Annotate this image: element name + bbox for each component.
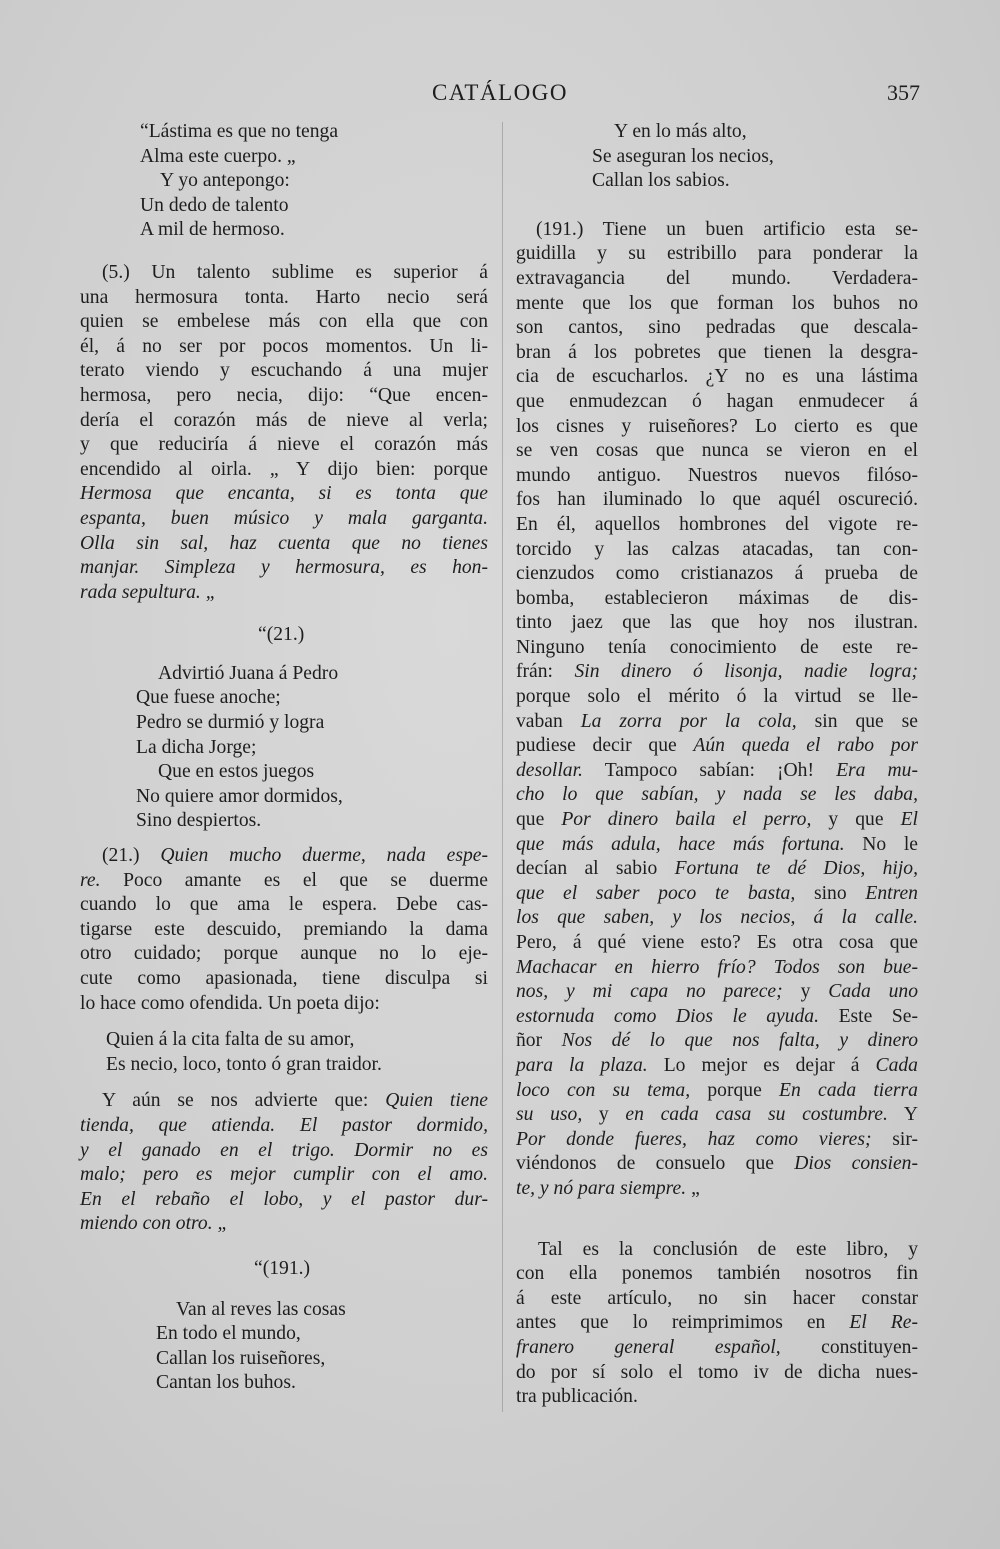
text-line <box>80 1163 488 1188</box>
running-title: CATÁLOGO <box>432 80 568 105</box>
book-title: El Re- <box>849 1312 918 1334</box>
text-line <box>80 1212 488 1237</box>
text-line: fos han iluminado lo que aquél oscureció. <box>516 489 918 511</box>
left-column <box>80 120 488 1396</box>
proverb: Era mu- <box>836 759 919 781</box>
proverb: Nos dé lo que nos falta, y dinero <box>561 1030 918 1052</box>
proverb: en cada casa su costumbre. <box>625 1104 888 1126</box>
verse-line: “Lástima es que no tenga <box>140 121 339 142</box>
text-span: y <box>598 1104 609 1126</box>
text-line: cuando lo que ama le espera. Debe cas- <box>80 894 488 916</box>
text-line <box>516 710 918 735</box>
verse-line: A mil de hermoso. <box>140 219 285 241</box>
text-line <box>516 783 918 808</box>
proverb: Dios consien- <box>794 1153 918 1175</box>
text-line: extravagancia del mundo. Verdadera- <box>516 267 918 289</box>
verse-line: Es necio, loco, tonto ó gran traidor. <box>106 1053 382 1075</box>
text-span: Y <box>903 1104 918 1126</box>
text-line: que enmudezcan ó hagan enmudecer á <box>516 390 918 412</box>
text-line: porque solo el mérito ó la virtud se lle- <box>516 686 918 708</box>
text-line: do por sí solo el tomo iv de dicha nues- <box>516 1361 918 1383</box>
text-line: dería el corazón más de nieve al verla; <box>80 409 488 431</box>
verse-reves <box>80 1257 488 1396</box>
text-line <box>80 869 488 894</box>
text-line: torcido y las calzas atacadas, tan con- <box>516 538 918 560</box>
text-line <box>80 1139 488 1164</box>
verse-line: Quien á la cita falta de su amor, <box>106 1029 355 1051</box>
text-line: son cantos, sino pedradas que descala- <box>516 317 918 339</box>
text-line <box>516 1029 918 1054</box>
text-span: y que <box>828 809 884 831</box>
text-line <box>516 808 918 833</box>
text-line: terato viendo y escuchando á una mujer <box>80 360 488 382</box>
text-line <box>80 1089 488 1114</box>
paragraph-seguidilla <box>516 218 918 1202</box>
text-line: Pero, á qué viene esto? Es otra cosa que <box>516 932 918 953</box>
text-line: En él, aquellos hombrones del vigote re- <box>516 513 918 535</box>
text-span: Poco amante es el que se duerme <box>123 869 488 891</box>
text-line: tra publicación. <box>516 1386 638 1408</box>
text-span: No le <box>862 833 918 855</box>
proverb: Fortuna te dé Dios, hijo, <box>674 858 919 880</box>
text-line <box>516 1128 918 1153</box>
text-span: que <box>516 809 545 831</box>
text-span: ñor <box>516 1030 543 1052</box>
paragraph-duerme <box>80 844 488 1016</box>
text-line: guidilla y su estribillo para ponderar la <box>516 243 918 265</box>
text-line: se ven cosas que nunca se vieron en el <box>516 440 918 462</box>
text-line: bomba, establecieron máximas de dis- <box>516 587 918 609</box>
proverb: La zorra por la cola, <box>580 710 797 732</box>
text-span: frán: <box>516 661 553 683</box>
text-span: constituyen- <box>821 1336 918 1358</box>
text-line: encendido al oirla. „ Y dijo bien: porque <box>80 458 488 480</box>
text-line <box>516 833 918 858</box>
text-line <box>516 1336 918 1361</box>
verse-line: Se aseguran los necios, <box>592 145 774 167</box>
text-span: porque <box>707 1079 762 1101</box>
verse-line: En todo el mundo, <box>156 1323 301 1345</box>
proverb: Sin dinero ó lisonja, nadie logra; <box>574 661 918 683</box>
text-line: cia de escucharlos. ¿Y no es una lástima <box>516 366 918 388</box>
text-span: vaban <box>516 710 563 732</box>
proverb: los que saben, y los necios, á la calle. <box>516 907 918 929</box>
text-line <box>516 759 918 784</box>
proverb: nos, y mi capa no parece; <box>516 981 783 1003</box>
text-line <box>516 1079 918 1104</box>
text-span: Este Se- <box>838 1005 918 1027</box>
text-span: pudiese decir que <box>516 735 677 757</box>
proverb: que el saber poco te basta, <box>516 882 796 904</box>
verse-line: Callan los ruiseñores, <box>156 1347 326 1369</box>
text-line: mente que los que forman los buhos no <box>516 292 918 314</box>
text-line <box>516 660 918 685</box>
text-line <box>516 956 918 981</box>
couplet-cita <box>80 1028 488 1077</box>
column-divider <box>502 122 503 1412</box>
text-line: mundo antiguo. Nuestros nuevos filóso- <box>516 464 918 486</box>
text-line <box>80 556 488 581</box>
proverb: Entren <box>865 882 918 904</box>
text-line <box>516 882 918 907</box>
text-line: cienzudos como cristianazos á prueba de <box>516 563 918 585</box>
text-span: sir- <box>892 1128 918 1150</box>
text-line: (191.) Tiene un buen artificio esta se- <box>536 218 918 240</box>
text-line <box>516 1311 918 1336</box>
text-line <box>80 482 488 507</box>
proverb: para la plaza. <box>516 1054 648 1076</box>
page-header <box>0 78 1000 110</box>
verse-line: Sino despiertos. <box>136 810 262 832</box>
text-line: bran á los pobretes que tienen la desgra- <box>516 341 918 363</box>
proverb: rada sepultura. „ <box>80 581 217 603</box>
text-line <box>516 1177 918 1202</box>
proverb: Simpleza y hermosura, es hon- <box>164 557 488 579</box>
verse-line: No quiere amor dormidos, <box>136 785 343 807</box>
text-line: cute como apasionada, tiene disculpa si <box>80 968 488 989</box>
text-line <box>516 734 918 759</box>
verse-line: Advirtió Juana á Pedro <box>158 662 339 684</box>
verse-line: Van al reves las cosas <box>176 1298 346 1320</box>
text-line <box>516 980 918 1005</box>
text-line: otro cuidado; porque aunque no lo eje- <box>80 943 488 965</box>
text-line: tinto jaez que las que hoy nos ilustran. <box>516 612 918 634</box>
proverb: Por donde fueres, haz como vieres; <box>516 1128 872 1150</box>
verse-heading: “(21.) <box>258 624 305 646</box>
text-line <box>516 857 918 882</box>
proverb: manjar. <box>80 557 140 579</box>
verse-line: Que fuese anoche; <box>136 687 281 709</box>
text-line: él, á no ser por pocos momentos. Un li- <box>80 335 488 357</box>
paragraph-talento <box>80 261 488 605</box>
proverb: Quien tiene <box>385 1090 488 1112</box>
text-line <box>80 507 488 532</box>
text-span: „ <box>691 1177 700 1199</box>
verse-lastima <box>140 120 488 243</box>
verse-line: Callan los sabios. <box>592 170 730 192</box>
proverb: tienda, que atienda. El pastor dormido, <box>80 1114 488 1136</box>
proverb: Quien mucho duerme, nada espe- <box>160 845 488 867</box>
proverb: malo; pero es mejor cumplir con el amo. <box>80 1164 488 1186</box>
proverb: miendo con otro. „ <box>80 1213 229 1235</box>
text-line: Tal es la conclusión de este libro, y <box>538 1238 918 1260</box>
proverb: y el ganado en el trigo. Dormir no es <box>80 1139 488 1161</box>
proverb: Hermosa que encanta, si es tonta que <box>80 483 488 505</box>
proverb: loco con su tema, <box>516 1079 691 1101</box>
text-span: sin que se <box>814 710 918 732</box>
text-span: Y aún se nos advierte que: <box>102 1090 369 1112</box>
text-line <box>80 844 488 869</box>
book-title: franero general español, <box>516 1336 781 1358</box>
verse-line: Un dedo de talento <box>140 194 289 216</box>
text-line <box>516 1152 918 1177</box>
proverb: Por dinero baila el perro, <box>561 809 812 831</box>
text-line <box>80 1114 488 1139</box>
proverb: Aún queda el rabo por <box>693 735 919 757</box>
verse-line: Que en estos juegos <box>158 761 315 783</box>
proverb: estornuda como Dios le ayuda. <box>516 1005 819 1027</box>
verse-line: Pedro se durmió y logra <box>136 712 325 734</box>
verse-sabios <box>516 120 918 194</box>
proverb: Machacar en hierro frío? Todos son bue- <box>516 956 918 978</box>
proverb: que más adula, hace más fortuna. <box>516 833 845 855</box>
verse-heading: “(191.) <box>254 1257 311 1279</box>
text-line <box>80 532 488 557</box>
proverb: re. <box>80 869 101 891</box>
proverb: te, y nó para siempre. <box>516 1177 687 1199</box>
text-line: (5.) Un talento sublime es superior á <box>102 261 488 283</box>
text-span: Lo mejor es dejar á <box>663 1054 860 1076</box>
text-line: Ninguno tenía conocimiento de este re- <box>516 636 918 658</box>
text-line: una hermosura tonta. Harto necio será <box>80 286 488 308</box>
right-column <box>516 120 918 1410</box>
text-line: tigarse este descuido, premiando la dama <box>80 918 488 940</box>
text-line: y que reduciría á nieve el corazón más <box>80 434 488 456</box>
text-line <box>516 906 918 931</box>
text-span: y <box>800 981 811 1003</box>
text-span: viéndonos de consuelo que <box>516 1153 774 1175</box>
note-number: (21.) <box>102 845 140 867</box>
text-span: decían al sabio <box>516 858 658 880</box>
proverb: En cada tierra <box>779 1079 918 1101</box>
text-line: los cisnes y ruiseñores? Lo cierto es que <box>516 415 918 437</box>
proverb: su uso, <box>516 1104 583 1126</box>
text-line <box>516 1054 918 1079</box>
proverb: El <box>900 809 918 831</box>
verse-line: La dicha Jorge; <box>136 736 257 758</box>
paragraph-conclusion <box>516 1238 918 1410</box>
text-line: á este artículo, no sin hacer constar <box>516 1287 918 1309</box>
verse-line: Alma este cuerpo. „ <box>140 145 296 167</box>
paragraph-advierte <box>80 1089 488 1237</box>
text-line <box>516 1103 918 1128</box>
text-line <box>80 1188 488 1213</box>
proverb: cho lo que sabían, y nada se les daba, <box>516 784 918 806</box>
text-span: antes que lo reimprimimos en <box>516 1312 826 1334</box>
text-line <box>80 581 488 606</box>
proverb: Olla sin sal, haz cuenta que no tienes <box>80 532 488 554</box>
proverb: En el rebaño el lobo, y el pastor dur- <box>80 1188 488 1210</box>
verse-line: Cantan los buhos. <box>156 1372 296 1394</box>
text-line: hermosa, pero necia, dijo: “Que encen- <box>80 384 488 406</box>
page-number: 357 <box>887 80 920 105</box>
text-line: con ella ponemos también nosotros fin <box>516 1263 918 1285</box>
verse-line: Y en lo más alto, <box>614 121 747 142</box>
text-line: lo hace como ofendida. Un poeta dijo: <box>80 992 380 1014</box>
proverb: Cada uno <box>828 981 919 1003</box>
proverb: desollar. <box>516 759 583 781</box>
text-line <box>516 1005 918 1030</box>
proverb: Cada <box>875 1054 918 1076</box>
verse-juana-pedro <box>80 623 488 834</box>
text-span: sino <box>813 882 847 904</box>
text-span: Tampoco sabían: ¡Oh! <box>604 759 814 781</box>
proverb: espanta, buen músico y mala garganta. <box>80 507 488 529</box>
text-line: quien se embelese más con ella que con <box>80 311 488 333</box>
verse-line: Y yo antepongo: <box>160 170 290 192</box>
